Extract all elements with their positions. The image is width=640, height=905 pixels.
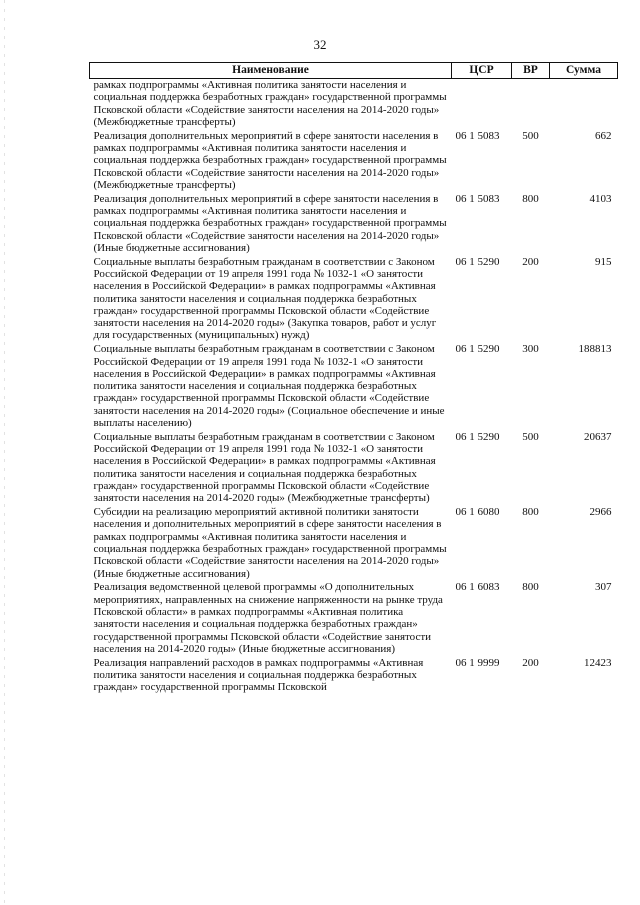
row-sum: 2966 [589,506,612,519]
row-sum: 915 [595,255,612,268]
table-row [90,256,618,344]
row-sum: 662 [595,129,612,142]
row-vr [512,79,550,130]
row-name: Реализация дополнительных мероприятий в сфере занятости населения в рамках подпрограммы «Активная политика занятости населения и социальная поддержка безработных граждан» государственной программы Псковской области «Содействие занятости населения на 2014-2020 годы» (Иные бюджетные ассигнования) [93,192,447,254]
row-vr: 800 [522,506,539,519]
table-row [90,343,618,431]
row-vr: 300 [522,343,539,356]
table-row [90,130,618,193]
row-name: Социальные выплаты безработным гражданам в соответствии с Законом Российской Федерации от 19 апреля 1991 года № 1032-1 «О занятости населения в Российской Федерации» в рамках подпрограммы «Активная политика занятости населения и социальная поддержка безработных граждан» государственной программы Псковской области «Содействие занятости населения на 2014-2020 годы» (Закупка товаров, работ и услуг для государственных (муниципальных) нужд) [93,255,437,342]
row-sum: 307 [595,581,612,594]
header-csr: ЦСР [452,63,512,79]
row-vr: 500 [522,129,539,142]
row-name: Реализация дополнительных мероприятий в сфере занятости населения в рамках подпрограммы «Активная политика занятости населения и социальная поддержка безработных граждан» государственной программы Псковской области «Содействие занятости населения на 2014-2020 годы» (Межбюджетные трансферты) [93,129,447,191]
table-row [90,506,618,581]
row-name: Субсидии на реализацию мероприятий активной политики занятости населения и дополнительных мероприятий в сфере занятости населения в рамках подпрограммы «Активная политика занятости населения и социальная поддержка безработных граждан» государственной программы Псковской области «Содействие занятости населения на 2014-2020 годы» (Иные бюджетные ассигнования) [93,506,447,580]
row-name: Реализация направлений расходов в рамках подпрограммы «Активная политика занятости населения и социальная поддержка безработных граждан» государственной программы Псковской [93,656,424,694]
row-sum [550,79,618,130]
row-csr [452,79,512,130]
row-vr: 200 [522,656,539,669]
row-csr: 06 1 6080 [455,506,500,519]
row-csr: 06 1 5290 [455,430,500,443]
table-header [90,63,618,79]
page-number: 32 [313,37,327,52]
row-vr: 500 [522,430,539,443]
table-row [90,431,618,506]
row-sum: 188813 [578,343,612,356]
row-sum: 12423 [584,656,612,669]
row-sum: 20637 [584,430,612,443]
header-sum: Сумма [550,63,618,79]
row-sum: 4103 [589,192,612,205]
header-name: Наименование [90,63,452,79]
header-vr: ВР [512,63,550,79]
row-csr: 06 1 9999 [455,656,500,669]
row-csr: 06 1 5083 [455,192,500,205]
table-row [90,193,618,256]
budget-table [89,62,618,695]
table-body [90,79,618,696]
row-name: Социальные выплаты безработным гражданам в соответствии с Законом Российской Федерации от 19 апреля 1991 года № 1032-1 «О занятости населения в Российской Федерации» в рамках подпрограммы «Активная политика занятости населения и социальная поддержка безработных граждан» государственной программы Псковской области «Содействие занятости населения на 2014-2020 годы» (Социальное обеспечение и иные выплаты населению) [93,343,445,430]
table-row [90,79,618,130]
table-row [90,581,618,656]
scan-edge-marks [4,0,5,905]
row-csr: 06 1 5290 [455,343,500,356]
table-row [90,657,618,695]
header-row [90,63,618,79]
row-name: Социальные выплаты безработным гражданам в соответствии с Законом Российской Федерации от 19 апреля 1991 года № 1032-1 «О занятости населения в Российской Федерации» в рамках подпрограммы «Активная политика занятости населения и социальная поддержка безработных граждан» государственной программы Псковской области «Содействие занятости населения на 2014-2020 годы» (Межбюджетные трансферты) [93,430,436,505]
row-name: рамках подпрограммы «Активная политика занятости населения и социальная поддержка безработных граждан» государственной программы Псковской области «Содействие занятости населения на 2014-2020 годы» (Межбюджетные трансферты) [93,79,447,128]
row-vr: 800 [522,192,539,205]
row-name: Реализация ведомственной целевой программы «О дополнительных мероприятиях, направленных на снижение напряженности на рынке труда Псковской области» в рамках подпрограммы «Активная политика занятости населения и социальная поддержка безработных граждан» государственной программы Псковской области «Содействие занятости населения на 2014-2020 годы» (Иные бюджетные ассигнования) [93,581,443,655]
row-vr: 800 [522,581,539,594]
row-csr: 06 1 5290 [455,255,500,268]
row-csr: 06 1 5083 [455,129,500,142]
row-vr: 200 [522,255,539,268]
row-csr: 06 1 6083 [455,581,500,594]
